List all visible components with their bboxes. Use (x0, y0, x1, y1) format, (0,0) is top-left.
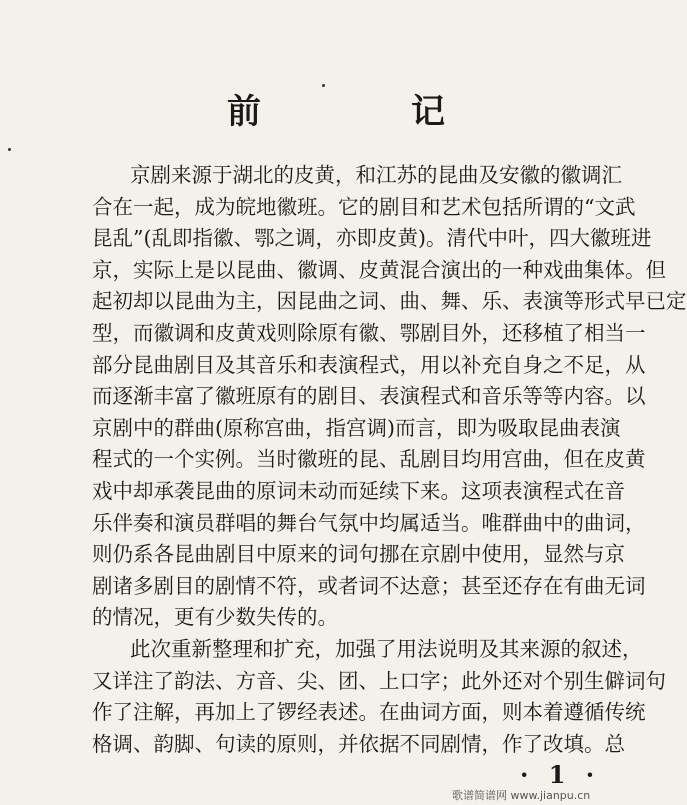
text-line: 而逐渐丰富了徽班原有的剧目、表演程式和音乐等等内容。以 (92, 384, 646, 409)
text-line: 京剧中的群曲(原称宫曲，指宫调)而言，即为吸取昆曲表演 (92, 415, 621, 440)
text-line: 则仍系各昆曲剧目中原来的词句挪在京剧中使用，显然与京 (92, 542, 625, 567)
text-line: 型，而徽调和皮黄戏则除原有徽、鄂剧目外，还移植了相当一 (92, 320, 646, 345)
text-line: 格调、韵脚、句读的原则，并依据不同剧情，作了改填。总 (92, 731, 625, 756)
text-line: 京剧来源于湖北的皮黄，和江苏的昆曲及安徽的徽调汇 (130, 163, 622, 187)
page-title: 前 记 (227, 92, 503, 132)
body-text (92, 160, 687, 760)
text-line: 戏中却承袭昆曲的原词未动而延续下来。这项表演程式在音 (92, 478, 625, 503)
text-line: 此次重新整理和扩充，加强了用法说明及其来源的叙述， (130, 636, 643, 661)
text-line: 作了注解，再加上了锣经表述。在曲词方面，则本着遵循传统 (92, 700, 646, 725)
text-line: 京，实际上是以昆曲、徽调、皮黄混合演出的一种戏曲集体。但 (92, 257, 666, 282)
text-line: 又详注了韵法、方音、尖、团、上口字；此外还对个别生僻词句 (92, 668, 666, 693)
text-line: 乐伴奏和演员群唱的舞台气氛中均属适当。唯群曲中的曲词， (92, 510, 646, 535)
text-line: 昆乱”(乱即指徽、鄂之调，亦即皮黄)。清代中叶，四大徽班进 (92, 226, 652, 251)
text-line: 合在一起，成为皖地徽班。它的剧目和艺术包括所谓的“文武 (92, 194, 636, 219)
text-line: 剧诸多剧目的剧情不符，或者词不达意；甚至还存在有曲无词 (92, 573, 646, 598)
scan-speck (322, 84, 325, 87)
page-number: · 1 · (520, 760, 601, 789)
text-line: 起初却以昆曲为主，因昆曲之词、曲、舞、乐、表演等形式早已定 (92, 289, 687, 314)
watermark: 歌谱简谱网 www.jianpu.cn (452, 789, 591, 802)
text-line: 程式的一个实例。当时徽班的昆、乱剧目均用宫曲，但在皮黄 (92, 447, 646, 472)
text-line: 部分昆曲剧目及其音乐和表演程式，用以补充自身之不足，从 (92, 352, 646, 377)
text-line: 的情况，更有少数失传的。 (92, 605, 338, 630)
scan-speck (8, 148, 11, 151)
